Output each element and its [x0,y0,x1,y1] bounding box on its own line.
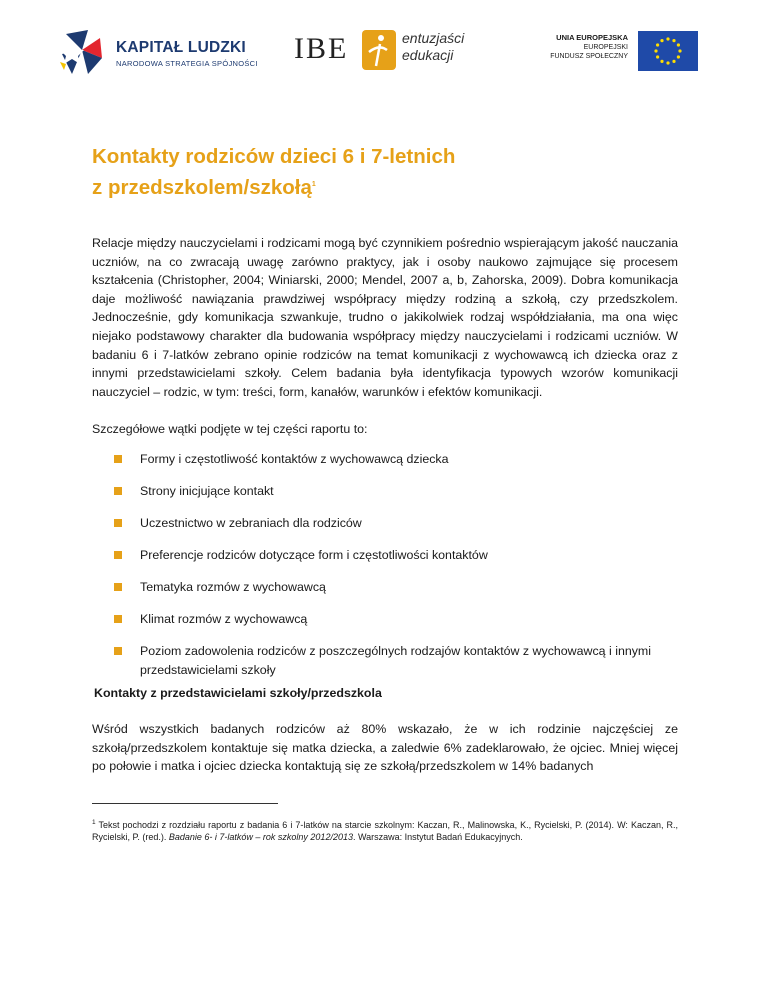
square-bullet-icon [114,615,122,623]
title-line-2: z przedszkolem/szkołą [92,175,312,199]
page-title [92,143,692,202]
footnote-divider [92,803,278,804]
entuzjasci-edukacji-text [402,30,464,64]
body-paragraph: Wśród wszystkich badanych rodziców aż 80% wskazało, że w ich rodzinie najczęściej ze szkołą/przedszkolem kontaktuje się matka dziecka, a zaledwie 6% zadeklarowało, że ojciec. Mniej więcej po połowie i matka i ojciec dziecka kontaktują się ze szkołą/przedszkolem w 14% badanych [92,722,678,774]
footnote-text-before: Tekst pochodzi z rozdziału raportu z badania 6 i 7-latków na starcie szkolnym: Kaczan, R., Malinowska, K., Rycielski, P. (2014). W: Kaczan, R., Rycielski, P. (red.). [92,820,678,842]
kapital-ludzki-subtitle: NARODOWA STRATEGIA SPÓJNOŚCI [116,59,258,68]
list-item-text: Strony inicjujące kontakt [140,483,274,498]
entuzjasci-line: entuzjaści [402,30,465,46]
list-item [92,578,682,597]
page-header [58,24,698,84]
eu-fund-line1: EUROPEJSKI [583,43,628,51]
square-bullet-icon [114,487,122,495]
list-item [92,514,682,533]
list-item-text: Poziom zadowolenia rodziców z poszczególnych rodzajów kontaktów z wychowawcą i innymi przedstawicielami szkoły [140,643,651,677]
eu-flag-icon [638,31,698,71]
ibe-logo: IBE [294,32,349,65]
list-item-text: Preferencje rodziców dotyczące form i częstotliwości kontaktów [140,547,488,562]
edukacji-line: edukacji [402,47,454,63]
list-item-text: Uczestnictwo w zebraniach dla rodziców [140,515,362,530]
title-line-1: Kontakty rodziców dzieci 6 i 7-letnich [92,145,456,168]
kapital-ludzki-logo [58,28,258,78]
square-bullet-icon [114,455,122,463]
list-item [92,482,682,501]
square-bullet-icon [114,583,122,591]
entuzjasci-edukacji-mark-icon [362,30,396,70]
list-lead: Szczegółowe wątki podjęte w tej części raportu to: [92,422,368,436]
footnote-number: 1 [92,819,96,826]
eu-name: UNIA EUROPEJSKA [556,33,628,42]
square-bullet-icon [114,519,122,527]
list-item-text: Klimat rozmów z wychowawcą [140,611,308,626]
section-subheading: Kontakty z przedstawicielami szkoły/przedszkola [94,686,382,700]
footnote-italic-title: Badanie 6- i 7-latków – rok szkolny 2012/2013 [168,832,353,842]
list-item-text: Formy i częstotliwość kontaktów z wychowawcą dziecka [140,452,449,466]
list-item [92,450,682,469]
square-bullet-icon [114,551,122,559]
square-bullet-icon [114,647,122,655]
footnote-text-after: . Warszawa: Instytut Badań Edukacyjnych. [352,832,523,842]
topics-list [92,450,682,692]
list-item [92,546,682,565]
list-item [92,642,682,679]
eu-fund-line2: FUNDUSZ SPOŁECZNY [550,53,628,60]
title-footnote-ref[interactable]: 1 [311,181,316,188]
list-item-text: Tematyka rozmów z wychowawcą [140,579,326,594]
intro-paragraph: Relacje między nauczycielami i rodzicami mogą być czynnikiem pośrednio wspierającym jakość nauczania uczniów, na co zwracają uwagę zarówno praktycy, jak i osoby naukowo zajmujące się procesem kształcenia (Christopher, 2004; Winiarski, 2000; Mendel, 2007 a, b, Zahorska, 2009). Dobra komunikacja daje możliwość nawiązania prawdziwej współpracy między rodziną a szkołą, czy przedszkolem. Jednocześnie, gdy komunikacja szwankuje, trudno o jakikolwiek rodzaj współdziałania, ma ona więc niejako podstawowy charakter dla budowania współpracy między nauczycielami i rodzicami uczniów. W badaniu 6 i 7-latków zebrano opinie rodziców na temat komunikacji z wychowawcą ich dziecka oraz z innymi przedstawicielami szkoły. Celem badania była identyfikacja typowych wzorów komunikacji nauczyciel – rodzic, w tym: treści, form, kanałów, warunków i efektów komunikacji. [92,236,678,399]
kapital-ludzki-title: KAPITAŁ LUDZKI [116,39,246,56]
kapital-ludzki-star-icon [58,28,112,78]
footnote [92,817,678,843]
eu-fund-text [518,33,628,62]
list-item [92,610,682,629]
